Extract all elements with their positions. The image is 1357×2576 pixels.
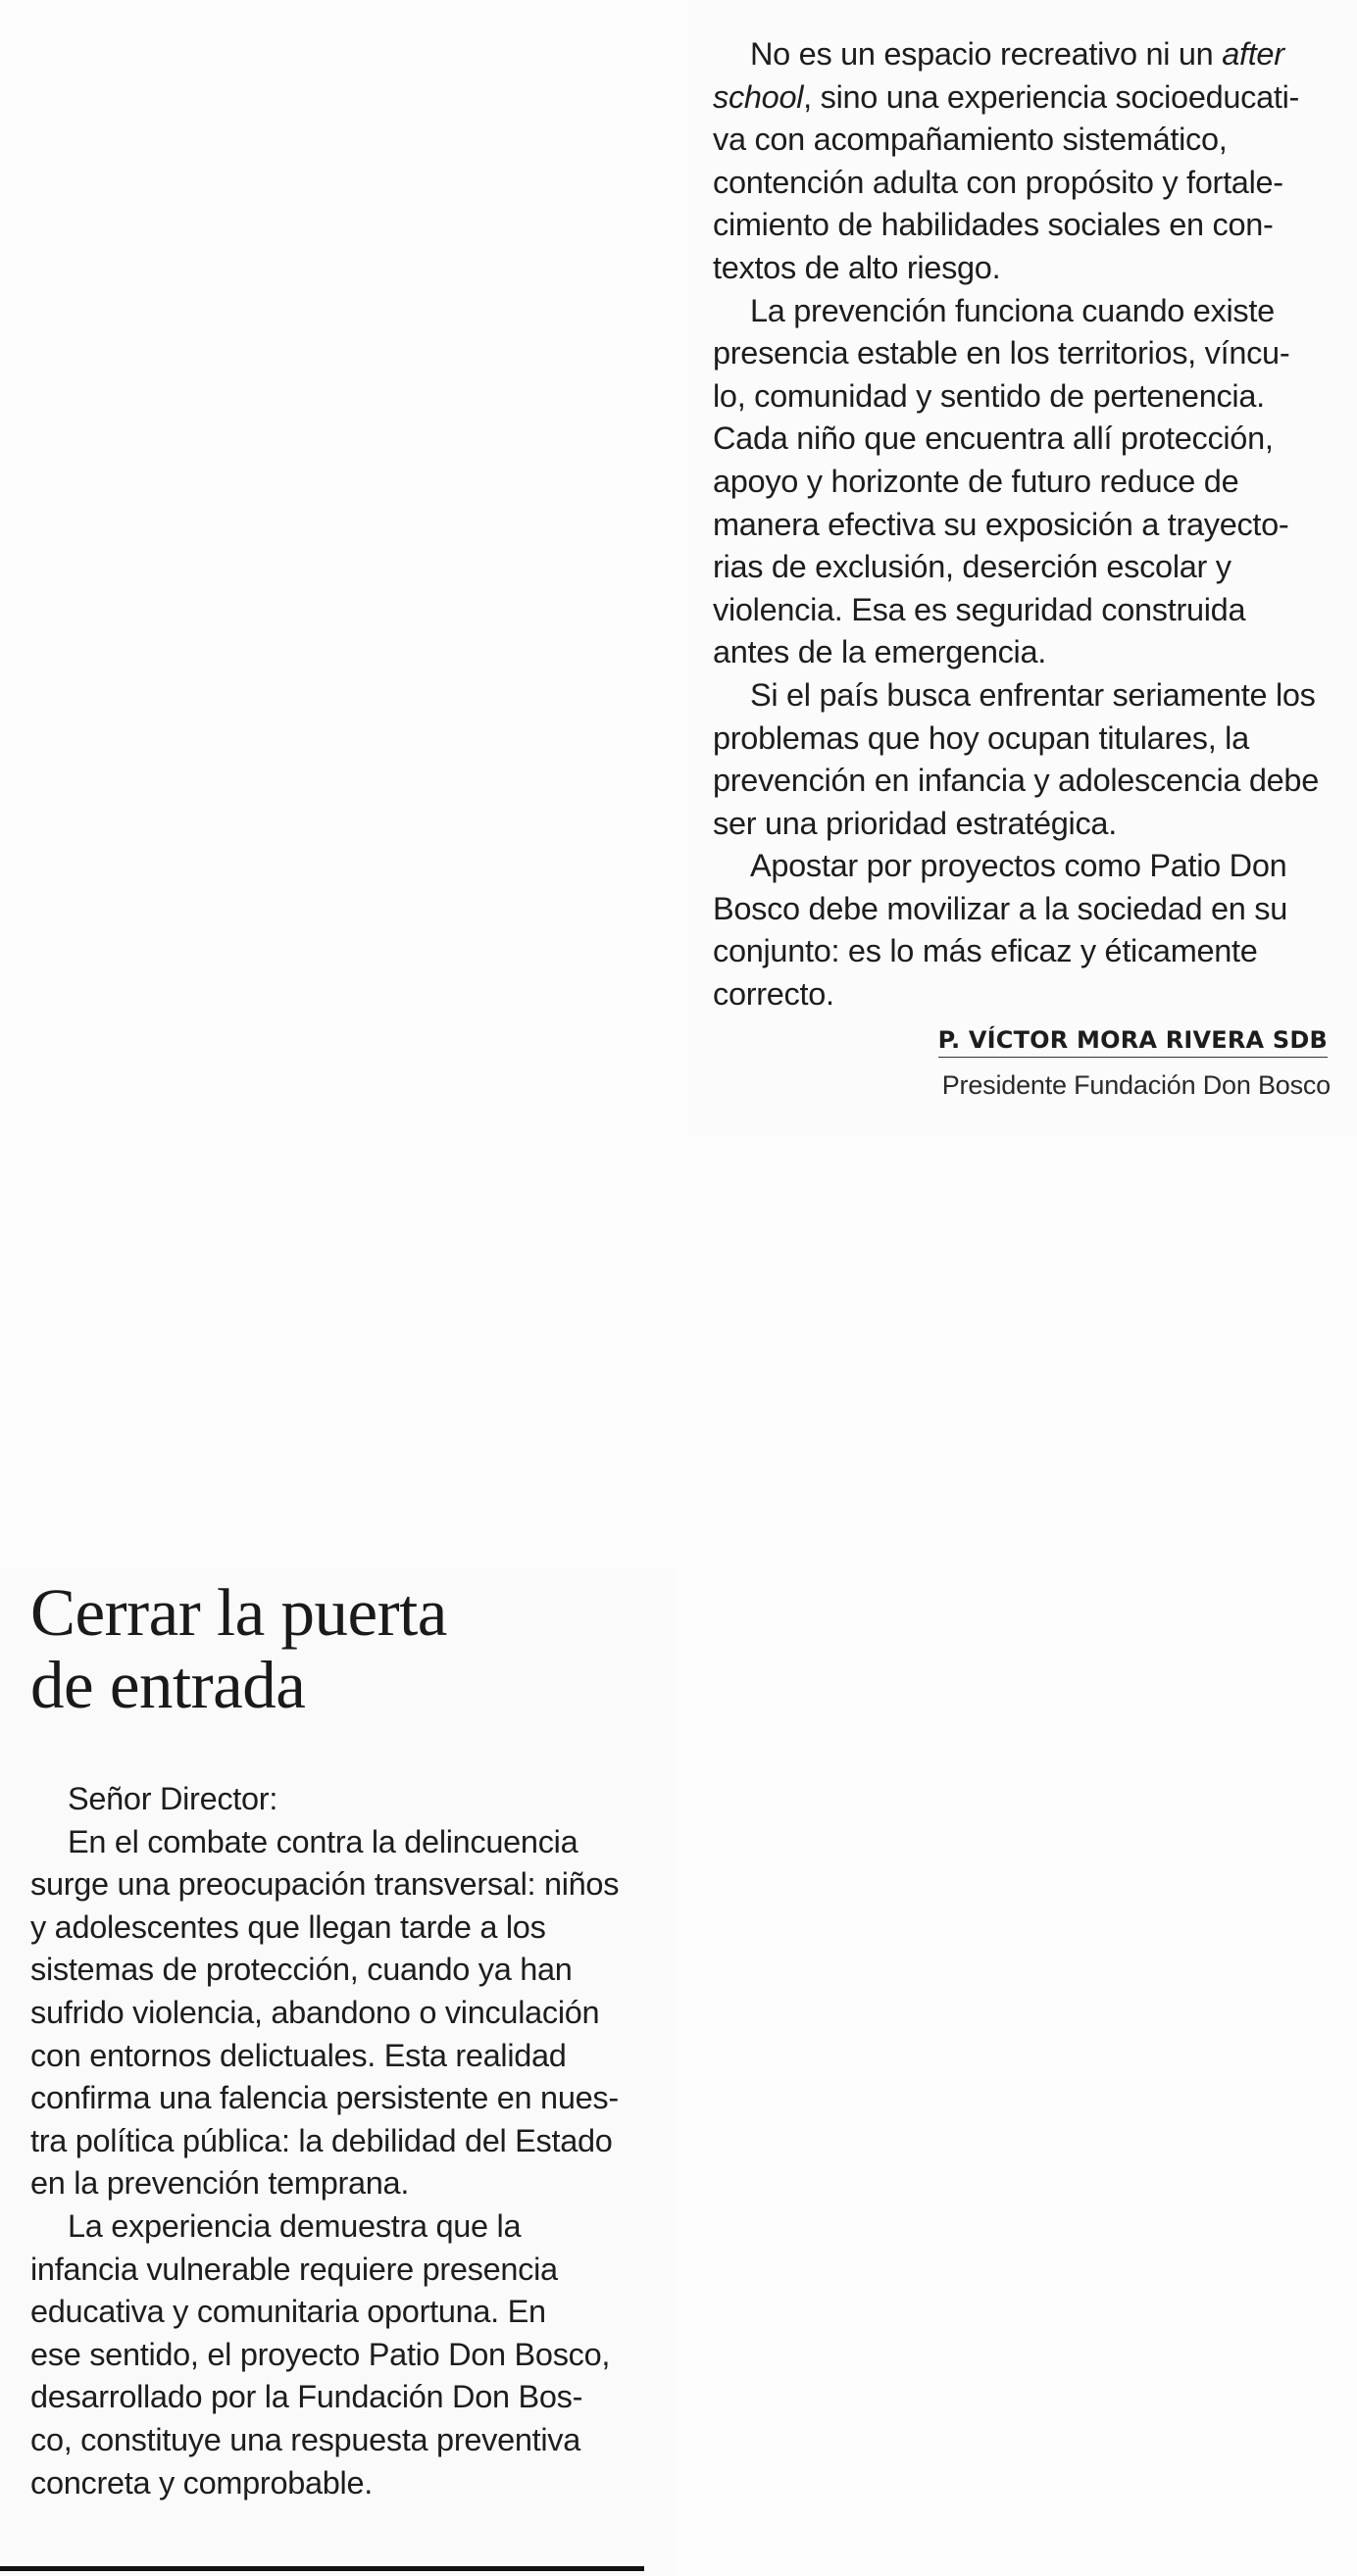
letter-two-body: [30, 1778, 658, 2504]
body-line: sufrido violencia, abandono o vinculación: [30, 1994, 600, 2030]
letter-one-body: [713, 33, 1340, 1016]
body-line: apoyo y horizonte de futuro reduce de: [713, 463, 1239, 499]
body-line: La prevención funciona cuando existe: [750, 292, 1275, 328]
body-line: school, sino una experiencia socioeducati-: [713, 78, 1300, 115]
body-line: co, constituye una respuesta preventiva: [30, 2421, 581, 2457]
body-line: cimiento de habilidades sociales en con-: [713, 207, 1274, 243]
salutation: Señor Director:: [68, 1781, 278, 1816]
body-line: violencia. Esa es seguridad construida: [713, 591, 1246, 627]
body-line: infancia vulnerable requiere presencia: [30, 2251, 558, 2287]
body-line: antes de la emergencia.: [713, 634, 1046, 670]
italic-term: after: [1222, 36, 1284, 72]
body-line: contención adulta con propósito y fortale-: [713, 164, 1283, 200]
body-line: surge una preocupación transversal: niños: [30, 1866, 620, 1903]
body-line: desarrollado por la Fundación Don Bos-: [30, 2379, 583, 2415]
body-line: Bosco debe movilizar a la sociedad en su: [713, 890, 1287, 926]
body-line: No es un espacio recreativo ni un after: [750, 36, 1284, 72]
body-line: En el combate contra la delincuencia: [68, 1823, 578, 1859]
body-line: en la prevención temprana.: [30, 2165, 410, 2202]
body-line: va con acompañamiento sistemático,: [713, 122, 1228, 158]
body-line: correcto.: [713, 976, 834, 1013]
body-line: manera efectiva su exposición a trayecto-: [713, 506, 1289, 542]
headline-line: de entrada: [30, 1648, 306, 1722]
body-line: textos de alto riesgo.: [713, 249, 1001, 285]
body-line: ese sentido, el proyecto Patio Don Bosco,: [30, 2336, 611, 2372]
body-line: Si el país busca enfrentar seriamente los: [750, 676, 1316, 713]
column-bottom-rule: [0, 2566, 644, 2571]
body-line: Apostar por proyectos como Patio Don: [750, 848, 1287, 884]
body-line: prevención en infancia y adolescencia debe: [713, 763, 1319, 799]
signature-title: Presidente Fundación Don Bosco: [941, 1070, 1331, 1100]
body-line: lo, comunidad y sentido de pertenencia.: [713, 377, 1265, 414]
body-line: educativa y comunitaria oportuna. En: [30, 2294, 546, 2330]
body-line: sistemas de protección, cuando ya han: [30, 1952, 573, 1988]
signature-name: P. VÍCTOR MORA RIVERA SDB: [938, 1025, 1328, 1058]
body-line: confirma una falencia persistente en nues-: [30, 2080, 619, 2116]
body-line: La experiencia demuestra que la: [68, 2207, 522, 2244]
body-line: problemas que hoy ocupan titulares, la: [713, 719, 1249, 756]
headline-line: Cerrar la puerta: [30, 1575, 447, 1650]
body-line: ser una prioridad estratégica.: [713, 805, 1117, 841]
body-line: rias de exclusión, deserción escolar y: [713, 549, 1231, 585]
body-line: concreta y comprobable.: [30, 2464, 373, 2501]
italic-term: school: [713, 78, 804, 115]
body-line: conjunto: es lo más eficaz y éticamente: [713, 933, 1258, 969]
body-line: presencia estable en los territorios, víncu-: [713, 335, 1290, 372]
body-line: Cada niño que encuentra allí protección,: [713, 421, 1274, 457]
body-line: tra política pública: la debilidad del Estado: [30, 2122, 613, 2158]
letter-headline: [30, 1576, 447, 1721]
letter-one-column: [686, 0, 1357, 1137]
body-line: con entornos delictuales. Esta realidad: [30, 2037, 567, 2073]
body-line: y adolescentes que llegan tarde a los: [30, 1908, 546, 1945]
